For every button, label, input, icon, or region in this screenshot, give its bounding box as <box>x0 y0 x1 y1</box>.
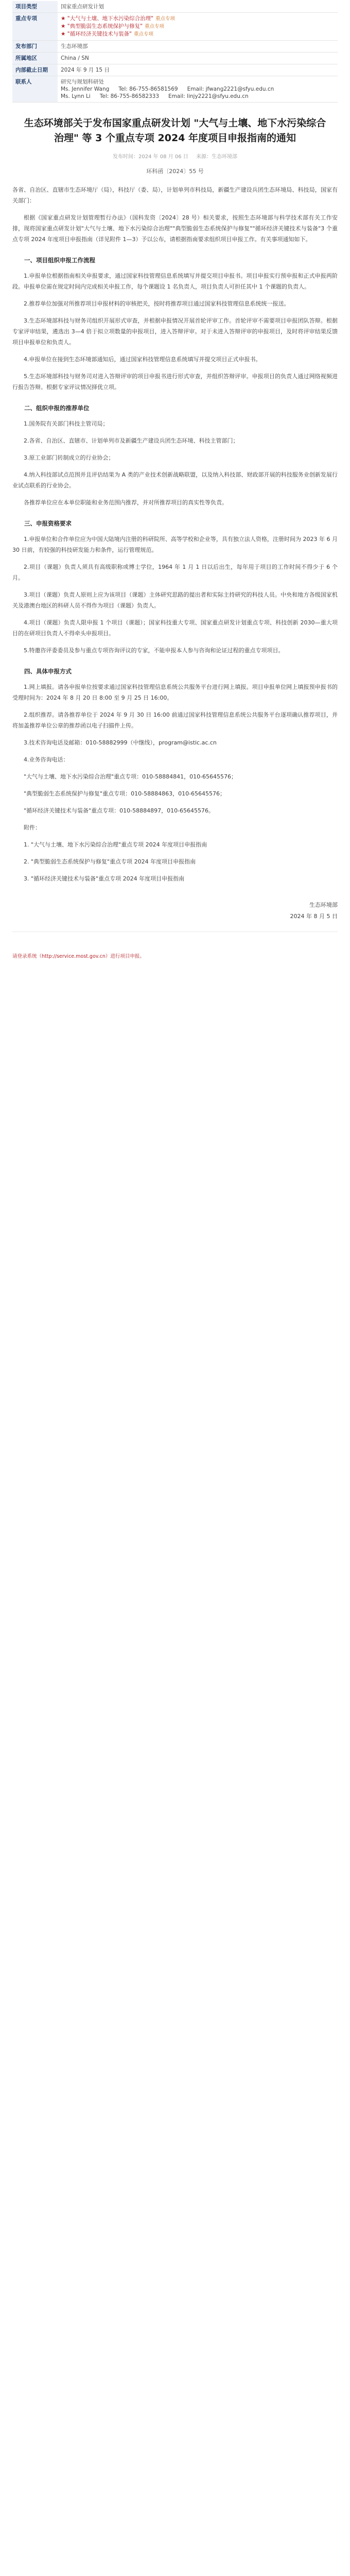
info-value <box>58 76 338 103</box>
paragraph: 2.项目（课题）负责人须具有高级职称或博士学位，1964 年 1 月 1 日以后出生，每年用于项目的工作时间不得少于 6 个月。 <box>12 564 338 581</box>
salutation: 各省、自治区、直辖市生态环境厅（局），科技厅（委、局），计划单列市科技局，新疆生产建设兵团生态环境局、科技局，国家有关部门： <box>12 187 338 204</box>
paragraph: 5.特邀咨评委委员及参与重点专项咨询评议的专家，不能申报本人参与咨询和论证过程的重点专项项目。 <box>24 647 284 654</box>
project-name[interactable]: "循环经济关键技术与装备" <box>67 31 132 37</box>
paragraph: 1.申报单位根据指南相关申报要求，通过国家科技管理信息系统填写并提交项目申报书。项目申报实行预申报和正式申报两阶段。申报单位需在规定时间内完成相关申报工作，每个课题设 1 名负责人，项目负责人可担任其中 1 个课题的负责人。 <box>12 273 338 290</box>
attachment-link[interactable]: 2. "典型脆弱生态系统保护与修复"重点专项 2024 年度项目申报指南 <box>24 858 196 865</box>
info-value: 国家重点研发计划 <box>58 1 338 13</box>
paragraph: "大气与土壤、地下水污染综合治理"重点专项：010-58884841，010-65645576； <box>24 773 237 780</box>
signature-org: 生态环境部 <box>309 902 338 908</box>
contact-dept: 研究与规划科研处 <box>61 79 104 85</box>
info-key: 发布部门 <box>12 41 58 53</box>
article-meta <box>12 152 338 160</box>
project-line[interactable] <box>61 15 335 23</box>
project-name[interactable]: "大气与土壤、地下水污染综合治理" <box>67 15 153 22</box>
info-row-type <box>12 1 338 13</box>
section-heading: 四、具体申报方式 <box>24 668 72 675</box>
star-icon: ★ <box>61 31 66 37</box>
info-key: 重点专项 <box>12 13 58 41</box>
project-tag: 重点专项 <box>155 16 175 22</box>
contact-entry <box>61 93 335 100</box>
article-body <box>12 184 338 961</box>
contact-tel: Tel: 86-755-86582333 <box>99 93 160 99</box>
paragraph: 各推荐单位应在本单位职能和业务范围内推荐，并对所推荐项目的真实性等负责。 <box>24 499 227 506</box>
document-number: 环科函〔2024〕55 号 <box>146 168 204 175</box>
project-line[interactable] <box>61 23 335 30</box>
contact-entry <box>61 86 335 93</box>
paragraph: 4.申报单位在接到生态环境部通知后，通过国家科技管理信息系统填写并提交项目正式申报书。 <box>24 356 261 363</box>
paragraph: 3.原工业部门转制成立的行业协会； <box>24 454 114 461</box>
info-value: China / SN <box>58 53 338 64</box>
info-row-deadline <box>12 64 338 76</box>
info-value: 2024 年 9 月 15 日 <box>58 64 338 76</box>
paragraph: "典型脆弱生态系统保护与修复"重点专项：010-58884863，010-65645576； <box>24 790 226 797</box>
contact-email[interactable]: Email: linjy2221@sfyu.edu.cn <box>168 93 249 99</box>
page-title: 生态环境部关于发布国家重点研发计划 "大气与土壤、地下水污染综合治理" 等 3 个重点专项 2024 年度项目申报指南的通知 <box>24 117 326 144</box>
paragraph: 5.生态环境部科技与财务司对进入答辩评审的项目申报书进行形式审查，并组织答辩评审。申报项目的负责人通过网络视频进行报告答辩。根据专家评议情况择优立项。 <box>12 373 338 391</box>
paragraph: 4.纳入科技部试点范围并且评估结果为 A 类的产业技术创新战略联盟，以及纳入科技部、财政部开展的科技服务业创新发展行业试点联系的行业协会。 <box>12 471 338 489</box>
project-tag: 重点专项 <box>133 31 153 37</box>
info-key: 联系人 <box>12 76 58 103</box>
paragraph: 3.技术咨询电话及邮箱：010-58882999（中继线），program@istic.ac.cn <box>24 739 217 746</box>
paragraph: 2.推荐单位加强对所推荐项目申报材料的审核把关，按时将推荐项目通过国家科技管理信息系统统一报送。 <box>24 300 290 307</box>
footer-note: 请登录系统（http://service.most.gov.cn）进行项目申报。 <box>12 954 145 959</box>
signature-date: 2024 年 8 月 5 日 <box>290 913 338 920</box>
project-tag: 重点专项 <box>144 24 164 29</box>
info-key: 内部截止日期 <box>12 64 58 76</box>
paragraph: 4.项目（课题）负责人限申报 1 个项目（课题）；国家科技重大专项、国家重点研发计划重点专项、科技创新 2030—重大项目的在研项目负责人不得牵头申报项目。 <box>12 619 338 637</box>
info-row-contact <box>12 76 338 103</box>
attachments-label: 附件： <box>24 824 41 831</box>
contact-name: Ms. Lynn Li <box>61 93 91 99</box>
section-heading: 一、项目组织申报工作流程 <box>24 257 95 264</box>
project-name[interactable]: "典型脆弱生态系统保护与修复" <box>67 23 143 29</box>
paragraph: 2.组织推荐。请各推荐单位于 2024 年 9 月 30 日 16:00 前通过国家科技管理信息系统公共服务平台逐项确认推荐项目，并将加盖推荐单位公章的推荐函以电子扫描件上传。 <box>12 711 338 729</box>
attachment-link[interactable]: 3. "循环经济关键技术与装备"重点专项 2024 年度项目申报指南 <box>24 875 185 882</box>
section-heading: 二、组织申报的推荐单位 <box>24 404 90 412</box>
paragraph: 1.申报单位和合作单位应为中国大陆境内注册的科研院所、高等学校和企业等，具有独立法人资格，注册时间为 2023 年 6 月 30 日前，有较强的科技研发能力和条件，运行管理规范。 <box>12 536 338 553</box>
info-row-dept <box>12 41 338 53</box>
contact-name: Ms. Jennifer Wang <box>61 86 110 92</box>
paragraph: 1.网上填报。请各申报单位按要求通过国家科技管理信息系统公共服务平台进行网上填报。项目申报单位网上填报预申报书的受理时间为：2024 年 8 月 20 日 8:00 至 9 月 25 日 16:00。 <box>12 684 338 701</box>
paragraph: "循环经济关键技术与装备"重点专项：010-58884897，010-65645576。 <box>24 807 215 814</box>
star-icon: ★ <box>61 15 66 22</box>
info-row-projects <box>12 13 338 41</box>
info-value <box>58 13 338 41</box>
star-icon: ★ <box>61 23 66 29</box>
info-value: 生态环境部 <box>58 41 338 53</box>
info-key: 项目类型 <box>12 1 58 13</box>
contact-tel: Tel: 86-755-86581569 <box>118 86 178 92</box>
project-info-table <box>12 1 338 103</box>
source-label: 来源：生态环境部 <box>196 154 237 160</box>
project-line[interactable] <box>61 30 335 38</box>
paragraph: 3.生态环境部科技与财务司组织开展形式审查，并根据申报情况开展首轮评审工作。首轮评审不需要项目申报团队答辩。根据专家评审结果，遴选出 3—4 倍于拟立项数量的申报项目，进入答辩评审。对于未进入答辩评审的申报项目，及时将评审结果反馈项目申报单位和负责人。 <box>12 317 338 346</box>
contact-email[interactable]: Email: jfwang2221@sfyu.edu.cn <box>187 86 274 92</box>
section-heading: 三、申报资格要求 <box>24 520 72 527</box>
paragraph: 2.各省、自治区、直辖市、计划单列市及新疆生产建设兵团生态环境、科技主管部门； <box>24 437 239 444</box>
page <box>0 1 350 2576</box>
signature-block <box>12 900 338 922</box>
publish-date: 发布时间：2024 年 08 月 06 日 <box>113 154 188 160</box>
paragraph: 3.项目（课题）负责人原则上应为该项目（课题）主体研究思路的提出者和实际主持研究的科技人员。中央和地方各级国家机关及港澳台地区的科研人员不得作为项目（课题）负责人。 <box>12 591 338 609</box>
paragraph: 4.业务咨询电话： <box>24 756 69 763</box>
divider <box>12 931 338 932</box>
attachment-link[interactable]: 1. "大气与土壤、地下水污染综合治理"重点专项 2024 年度项目申报指南 <box>24 841 207 848</box>
info-key: 所属地区 <box>12 53 58 64</box>
paragraph: 1.国务院有关部门科技主管司局； <box>24 420 109 427</box>
intro-paragraph: 根据《国家重点研发计划管理暂行办法》（国科发资〔2024〕28 号）相关要求，按照生态环境部与科学技术部有关工作安排，现将国家重点研发计划"大气与土壤、地下水污染综合治理""典型脆弱生态系统保护与修复""循环经济关键技术与装备"3 个重点专项 2024 年度项目申报指南（详见附件 1—3）予以公布，请根据指南要求组织项目申报工作。有关事项通知如下。 <box>12 214 338 243</box>
info-row-region <box>12 53 338 64</box>
